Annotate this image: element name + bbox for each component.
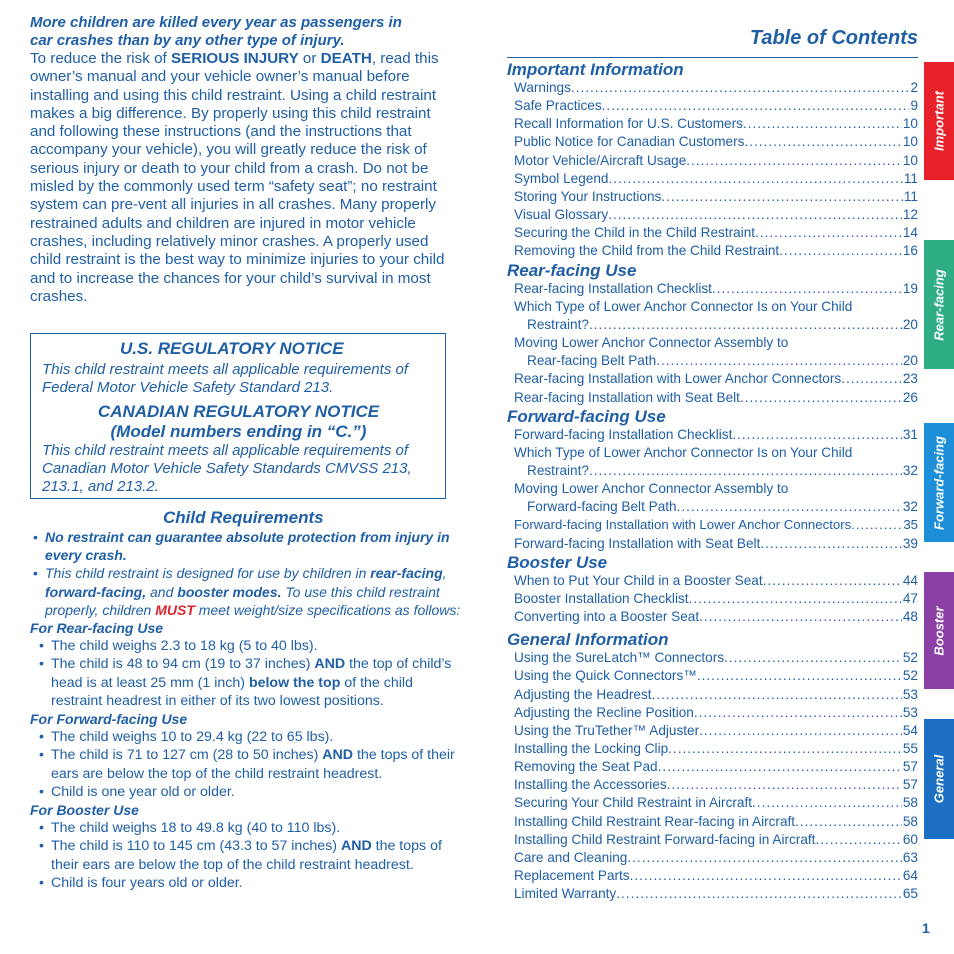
intro-paragraph: To reduce the risk of SERIOUS INJURY or DEATH, read this owner’s manual and your vehicle owner’s manual before installing and using this child restraint. Using a child restraint makes a big difference. By properly using this child restraint and following these instructions (and the instructions that accompany your vehicle), you will greatly reduce the risk of serious injury or death to your child from a crash. Do not be misled by the commonly used term “safety seat”; no restraint system can pre-vent all injuries in all crashes. Many properly restrained adults and children are injured in motor vehicle crashes, including relatively minor crashes. A properly used child restraint is the best way to minimize injuries to your child and to increase the chances for your child’s survival in most crashes. [30, 50, 445, 305]
toc-entry[interactable]: Securing the Child in the Child Restraint ..... 14 [514, 224, 918, 242]
toc-entry[interactable]: Rear-facing Installation with Seat Belt ..... 26 [514, 389, 918, 407]
toc-entry[interactable]: Securing Your Child Restraint in Aircraft ..... 58 [514, 794, 918, 812]
tab-forward-facing[interactable]: Forward-facing [924, 423, 954, 542]
toc-entry-continued[interactable]: Restraint? ..... 20 [514, 316, 918, 334]
requirement-item: • The child is 48 to 94 cm (19 to 37 inches) AND the top of child’s head is at least 25 mm (1 inch) below the top of the child restraint headrest in either of its two lowest positions. [30, 655, 462, 710]
regulatory-notice-box [30, 333, 446, 499]
forward-facing-use-heading: For Forward-facing Use [30, 711, 188, 728]
toc-entry[interactable]: Installing the Locking Clip ..... 55 [514, 740, 918, 758]
warning-heading [30, 14, 460, 50]
toc-section-booster: Booster Use [507, 552, 608, 572]
toc-entry[interactable]: Moving Lower Anchor Connector Assembly to [514, 335, 789, 351]
tab-important[interactable]: Important [924, 62, 954, 180]
requirement-item: • The child weighs 18 to 49.8 kg (40 to 110 lbs). [30, 819, 462, 837]
toc-entry-continued[interactable]: Rear-facing Belt Path ..... 20 [514, 352, 918, 370]
toc-entry[interactable]: Motor Vehicle/Aircraft Usage ..... 10 [514, 152, 918, 170]
child-requirements-title: Child Requirements [163, 508, 324, 527]
toc-entry[interactable]: When to Put Your Child in a Booster Seat ..... 44 [514, 572, 918, 590]
toc-entry-continued[interactable]: Forward-facing Belt Path ..... 32 [514, 498, 918, 516]
requirement-item: • Child is four years old or older. [30, 874, 462, 892]
toc-entry[interactable]: Moving Lower Anchor Connector Assembly to [514, 481, 789, 497]
toc-entry[interactable]: Public Notice for Canadian Customers ..... 10 [514, 133, 918, 151]
toc-entry[interactable]: Forward-facing Installation with Seat Belt ..... 39 [514, 535, 918, 553]
toc-list-booster [507, 572, 918, 626]
toc-entry[interactable]: Removing the Child from the Child Restraint ..... 16 [514, 242, 918, 260]
toc-entry[interactable]: Rear-facing Installation with Lower Anchor Connectors ..... 23 [514, 370, 918, 388]
serious-injury-emphasis: SERIOUS INJURY [170, 50, 299, 67]
toc-entry[interactable]: Installing Child Restraint Forward-facing in Aircraft ..... 60 [514, 831, 918, 849]
toc-list-rear-facing [507, 280, 918, 407]
toc-entry[interactable]: Recall Information for U.S. Customers ..... 10 [514, 115, 918, 133]
toc-entry[interactable]: Safe Practices ..... 9 [514, 97, 918, 115]
toc-entry[interactable]: Symbol Legend ..... 11 [514, 170, 918, 188]
toc-entry[interactable]: Using the SureLatch™ Connectors ..... 52 [514, 649, 918, 667]
tab-rear-facing[interactable]: Rear-facing [924, 240, 954, 369]
intro-section [30, 14, 460, 306]
toc-entry[interactable]: Using the Quick Connectors™ ..... 52 [514, 667, 918, 685]
warning-line-1: More children are killed every year as passengers in [30, 14, 402, 31]
toc-section-general: General Information [507, 630, 669, 650]
booster-use-heading: For Booster Use [30, 802, 139, 819]
table-of-contents [507, 24, 918, 903]
toc-list-general [507, 649, 918, 903]
toc-list-important [507, 79, 918, 261]
toc-entry[interactable]: Converting into a Booster Seat ..... 48 [514, 608, 918, 626]
toc-entry[interactable]: Installing the Accessories ..... 57 [514, 776, 918, 794]
requirement-bullet: • No restraint can guarantee absolute protection from injury in every crash. [30, 528, 462, 564]
toc-entry[interactable]: Warnings ..... 2 [514, 79, 918, 97]
toc-entry[interactable]: Limited Warranty ..... 65 [514, 885, 918, 903]
child-requirements [30, 508, 462, 892]
toc-entry[interactable]: Rear-facing Installation Checklist ..... 19 [514, 280, 918, 298]
canadian-notice-title: CANADIAN REGULATORY NOTICE [97, 402, 380, 421]
toc-entry[interactable]: Which Type of Lower Anchor Connector Is on Your Child [514, 298, 853, 314]
toc-entry[interactable]: Forward-facing Installation with Lower Anchor Connectors ..... 35 [514, 516, 918, 534]
toc-entry-continued[interactable]: Restraint? ..... 32 [514, 462, 918, 480]
toc-entry[interactable]: Using the TruTether™ Adjuster ..... 54 [514, 722, 918, 740]
toc-entry[interactable]: Removing the Seat Pad ..... 57 [514, 758, 918, 776]
toc-entry[interactable]: Storing Your Instructions ..... 11 [514, 188, 918, 206]
canadian-notice-subtitle: (Model numbers ending in “C.”) [110, 422, 367, 441]
toc-section-forward-facing: Forward-facing Use [507, 406, 666, 426]
page-number: 1 [922, 920, 930, 936]
toc-entry[interactable]: Visual Glossary ..... 12 [514, 206, 918, 224]
toc-entry[interactable]: Forward-facing Installation Checklist ..... 31 [514, 426, 918, 444]
toc-entry[interactable]: Care and Cleaning ..... 63 [514, 849, 918, 867]
us-notice-text: This child restraint meets all applicable requirements of Federal Motor Vehicle Safety Standard 213. [42, 361, 408, 396]
toc-entry[interactable]: Installing Child Restraint Rear-facing in Aircraft ..... 58 [514, 813, 918, 831]
canadian-notice-text: This child restraint meets all applicable requirements of Canadian Motor Vehicle Safety Standards CMVSS 213, 213.1, and 213.2. [42, 442, 412, 495]
toc-section-rear-facing: Rear-facing Use [507, 260, 637, 280]
toc-section-important: Important Information [507, 60, 684, 79]
toc-entry[interactable]: Which Type of Lower Anchor Connector Is on Your Child [514, 444, 853, 460]
toc-list-forward-facing [507, 426, 918, 553]
rear-facing-use-heading: For Rear-facing Use [30, 620, 164, 637]
toc-entry[interactable]: Adjusting the Headrest ..... 53 [514, 686, 918, 704]
tab-booster[interactable]: Booster [924, 572, 954, 689]
warning-line-2: car crashes than by any other type of injury. [30, 32, 345, 49]
requirement-bullet: • This child restraint is designed for use by children in rear-facing, forward-facing, and booster modes. To use this child restraint properly, children MUST meet weight/size specifications as follows: [30, 564, 462, 619]
toc-entry[interactable]: Replacement Parts ..... 64 [514, 867, 918, 885]
requirement-item: • The child weighs 10 to 29.4 kg (22 to 65 lbs). [30, 728, 462, 746]
requirement-item: • Child is one year old or older. [30, 783, 462, 801]
toc-entry[interactable]: Adjusting the Recline Position ..... 53 [514, 704, 918, 722]
death-emphasis: DEATH [320, 50, 372, 67]
toc-entry[interactable]: Booster Installation Checklist ..... 47 [514, 590, 918, 608]
toc-title: Table of Contents [749, 27, 918, 49]
tab-general[interactable]: General [924, 719, 954, 839]
requirement-item: • The child weighs 2.3 to 18 kg (5 to 40 lbs). [30, 637, 462, 655]
must-emphasis: MUST [155, 601, 195, 618]
us-notice-title: U.S. REGULATORY NOTICE [120, 339, 344, 358]
requirement-item: • The child is 110 to 145 cm (43.3 to 57 inches) AND the tops of their ears are below the top of the child restraint headrest. [30, 837, 462, 873]
requirement-item: • The child is 71 to 127 cm (28 to 50 inches) AND the tops of their ears are below the top of the child restraint headrest. [30, 746, 462, 782]
